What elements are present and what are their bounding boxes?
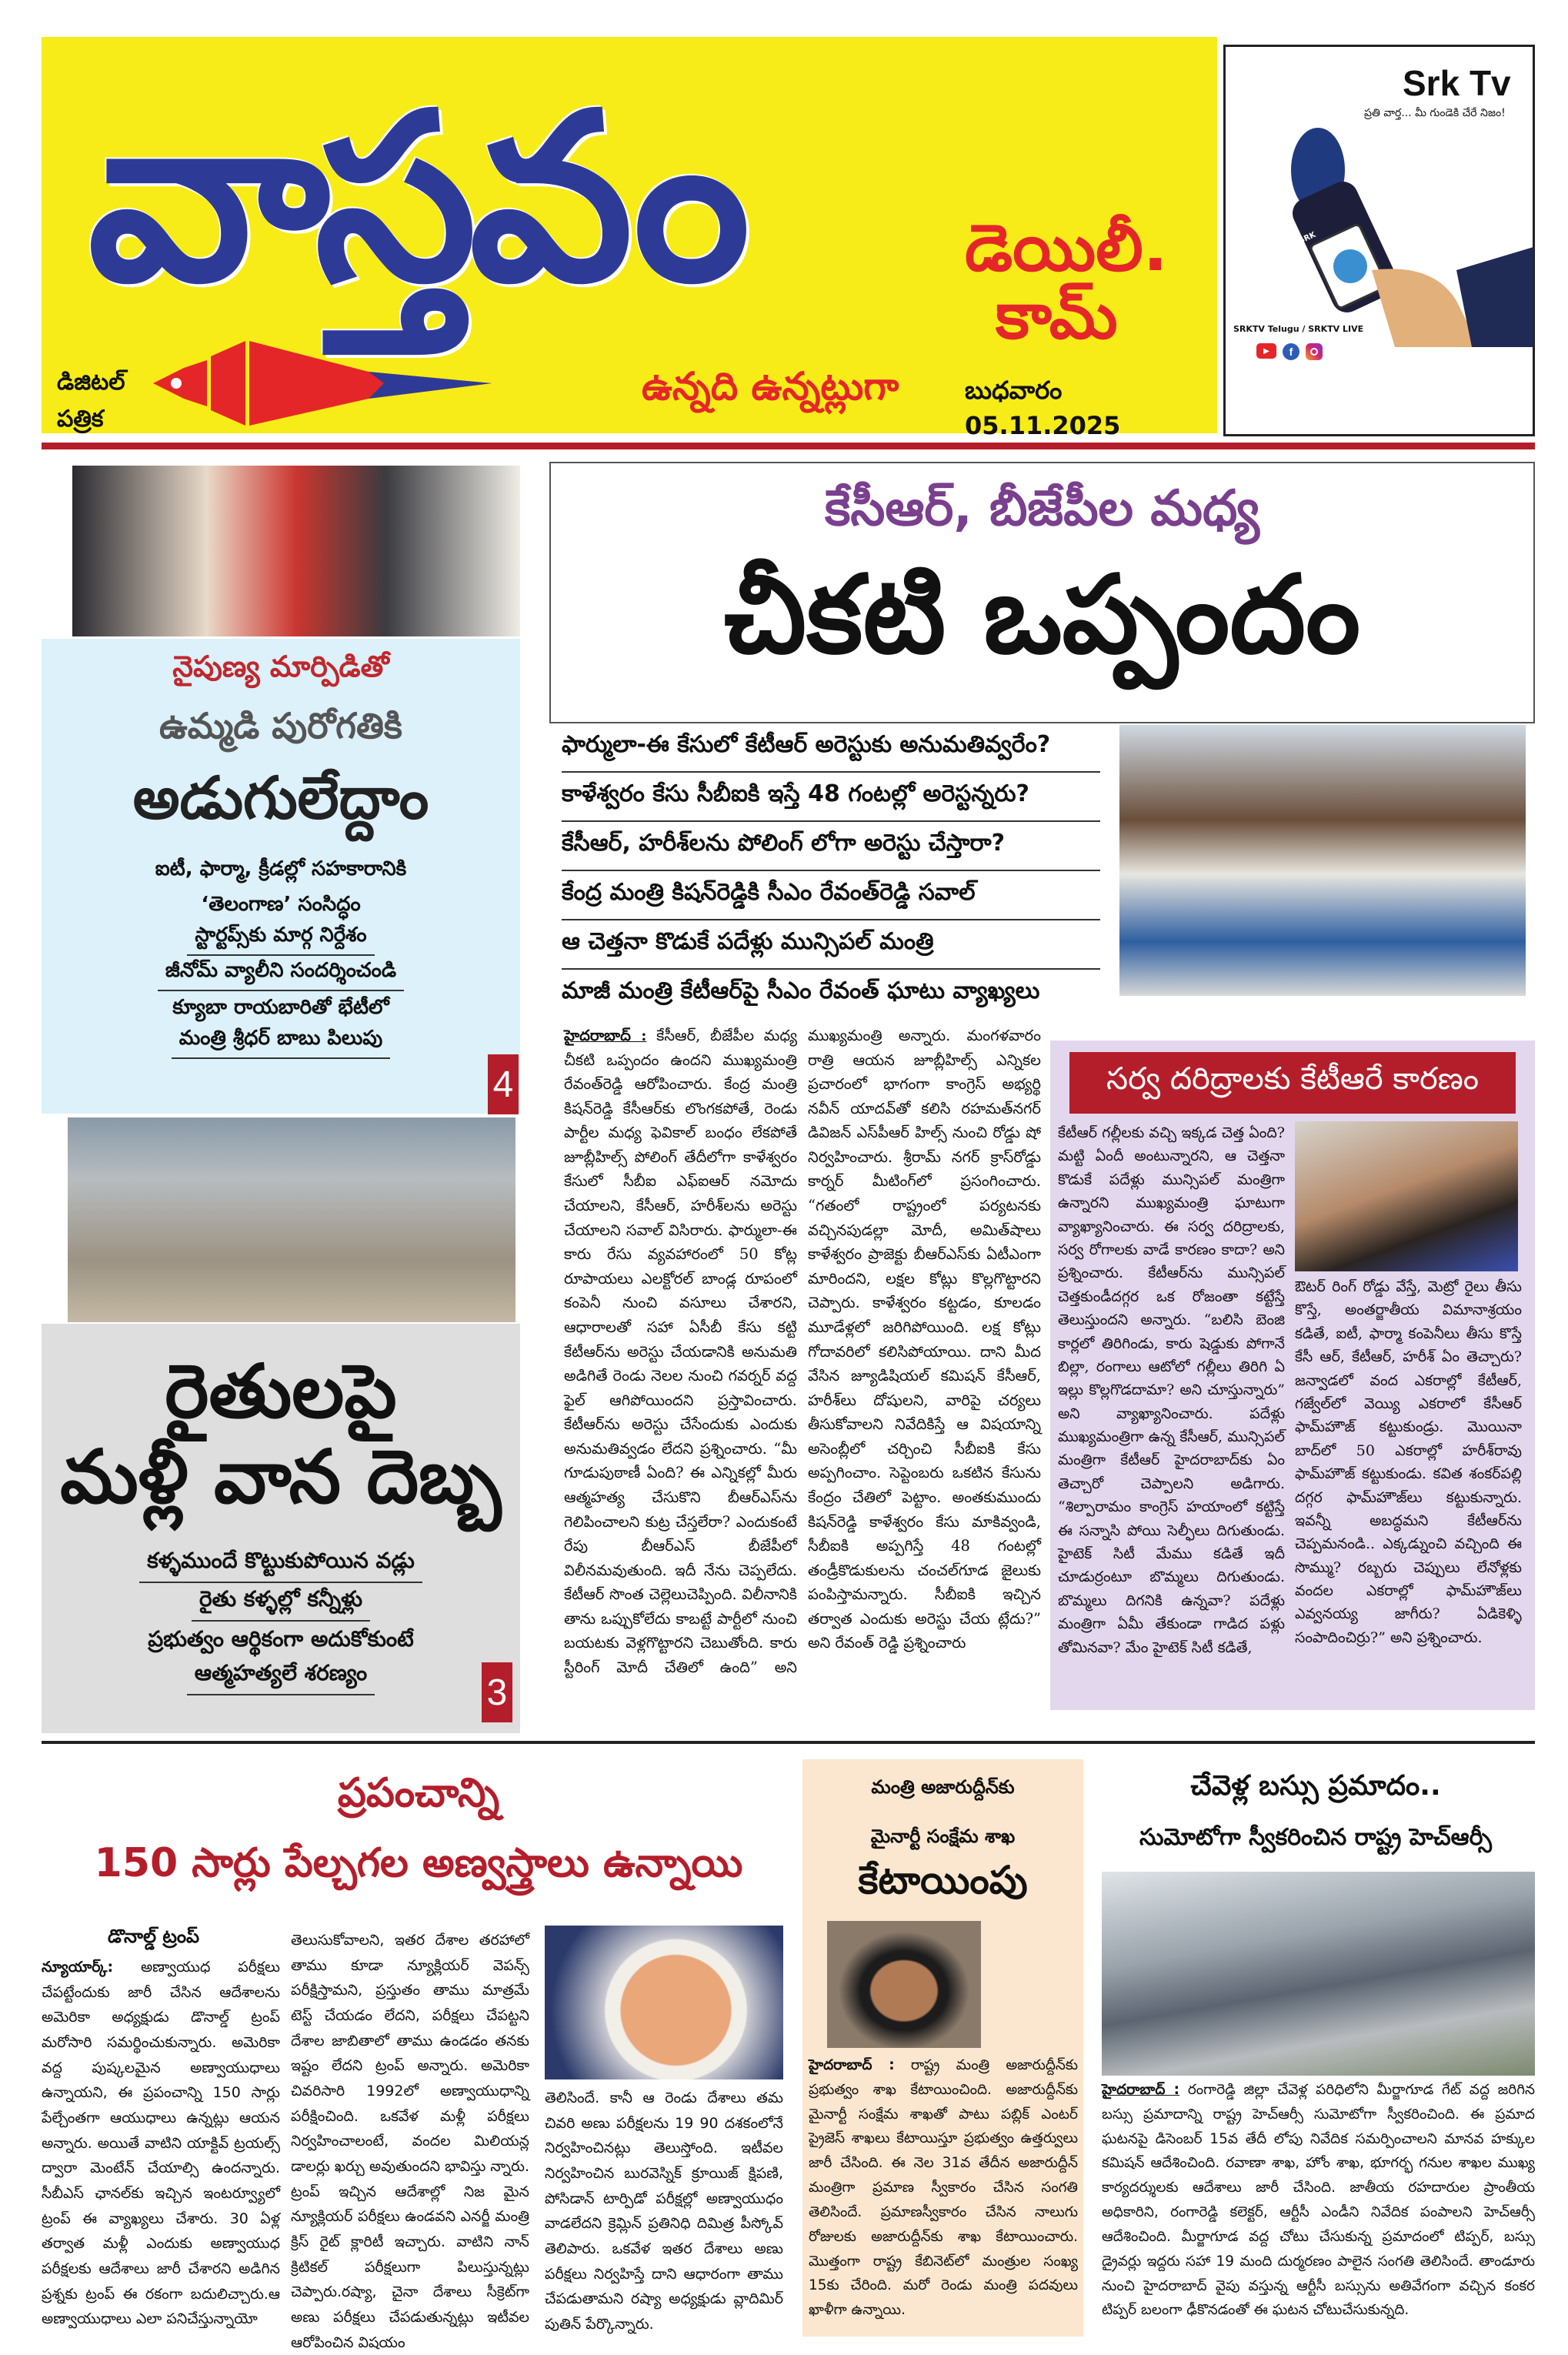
story-subtitle: ఉమ్మడి పురోగతికి <box>159 705 402 747</box>
digital-line2: పత్రిక <box>57 406 104 433</box>
trump-byline: డొనాల్డ్ ట్రంప్ <box>108 1926 200 1947</box>
story-point: జీనోమ్ వ్యాలీని సందర్శించండి <box>158 956 404 991</box>
story-point: ఆత్మహత్యలే శరణ్యం <box>187 1657 375 1695</box>
pen-nib-icon <box>153 341 492 426</box>
story-point: రైతు కళ్ళల్లో కన్నీళ్లు <box>192 1583 370 1622</box>
microphone-hand-image <box>1279 116 1533 347</box>
azhar-body-text: రాష్ట్ర మంత్రి అజారుద్దీన్‌కు ప్రభుత్వం శాఖ కేటాయించింది. అజారుద్దీన్‌కు మైనార్టీ సంక్షేమ శాఖతో పాటు పబ్లిక్ ఎంటర్ ప్రైజెస్ శాఖలు కేటాయిస్తూ ప్రభుత్వం ఉత్తర్వులు జారీ చేసింది. ఈ నెల 31వ తేదీన అజారుద్దీన్ మంత్రిగా ప్రమాణ స్వీకారం చేసిన సంగతి తెలిసిందే. ప్రమాణస్వీకారం చేసిన నాలుగు రోజులకు అజారుద్దీన్‌కు శాఖ కేటాయించారు. మొత్తంగా రాష్ట్ర కేబినెట్‌లో మంత్రుల సంఖ్య 15కు చేరింది. మరో రెండు మంత్రి పదవులు ఖాళీగా ఉన్నాయి. <box>809 2057 1078 2319</box>
lead-subhead: కేసీఆర్, హరీశ్‌లను పోలింగ్ లోగా అరెస్టు చేస్తారా? <box>562 822 1100 871</box>
story-point: కళ్ళముందే కొట్టుకుపోయిన వడ్లు <box>139 1545 422 1583</box>
page-number-badge[interactable]: 3 <box>482 1662 512 1722</box>
photo-donald-trump <box>545 1926 783 2079</box>
photo-revanth-reddy <box>1295 1121 1518 1271</box>
azhar-story[interactable] <box>802 1759 1083 2337</box>
digital-edition-label <box>57 364 125 438</box>
story-deck: ‘తెలంగాణ’ సంసిద్ధం <box>201 893 361 916</box>
logo-dotcom <box>965 210 1211 354</box>
story-headline: రైతులపై <box>165 1348 397 1435</box>
bus-body-text: రంగారెడ్డి జిల్లా చేవెళ్ల పరిధిలోని మీర్జాగూడ గేట్ వద్ద జరిగిన బస్సు ప్రమాదాన్ని రాష్ట్ర హెచ్ఆర్సీ సుమోటోగా స్వీకరించింది. ఈ ప్రమాద ఘటనపై డిసెంబర్ 15వ తేదీ లోపు నివేదిక సమర్పించాలని మానవ హక్కుల కమిషన్ ఆదేశించింది. రవాణా శాఖ, హోం శాఖ, భూగర్భ గనుల శాఖల ముఖ్య కార్యదర్శులకు ఆదేశాలు జారీ చేసింది. జాతీయ రహదారుల ప్రాంతీయ అధికారిని, రంగారెడ్డి కలెక్టర్, ఆర్టీసీ ఎండీని నివేదిక పంపాలని హెచ్ఆర్సీ ఆదేశించింది. మీర్జాగూడ వద్ద చోటు చేసుకున్న ప్రమాదంలో టిప్పర్, బస్సు డ్రైవర్లు ఇద్దరు సహా 19 మంది దుర్మరణం పాలైన సంగతి తెలిసిందే. తాండూరు నుంచి హైదరాబాద్ వైపు వస్తున్న ఆర్టీసీ బస్సును అతివేగంగా వచ్చిన కంకర టిప్పర్ బలంగా ఢీకొనడంతో ఈ ఘటన చోటుచేసుకున్నది. <box>1102 2082 1535 2319</box>
lead-dateline: హైదరాబాద్ : <box>564 1027 647 1044</box>
story-point: మంత్రి శ్రీధర్ బాబు పిలుపు <box>172 1024 390 1059</box>
lead-headline: చీకటి ఒప్పందం <box>723 553 1361 678</box>
youtube-icon[interactable]: ▶ <box>1256 343 1276 359</box>
srk-title: Srk Tv <box>1403 63 1511 103</box>
story-skill-exchange[interactable] <box>42 639 520 1114</box>
trump-col2: తెలుసుకోవాలని, ఇతర దేశాల తరహాలో తాము కూడా న్యూక్లియర్ వెపన్స్ పరీక్షిస్తామని, ప్రస్తుతం తాము మాత్రమే టెస్ట్ చేయడం లేదని, పరీక్షలు చేపట్టని దేశాల జాబితాలో తాము ఉండడం తనకు ఇష్టం లేదని ట్రంప్ అన్నారు. అమెరికా చివరిసారి 1992లో అణ్వాయుధాన్ని పరీక్షించింది. ఒకవేళ మళ్లీ పరీక్షలు నిర్వహించాలంటే, వందల మిలియన్ల డాలర్లు ఖర్చు అవుతుందని భావిస్తు న్నారు. ట్రంప్ ఇచ్చిన ఆదేశాల్లో నిజ మైన న్యూక్లియర్ పరీక్షలు ఉండవని ఎనర్జీ మంత్రి క్రిస్ రైట్ క్లారిటీ ఇచ్చారు. వాటిని నాన్ క్రిటికల్ పరీక్షలుగా పిలుస్తున్నట్లు చెప్పారు.రష్యా, చైనా దేశాలు సీక్రెట్‌గా అణు పరీక్షలు చేపడుతున్నట్లు ఇటీవల ఆరోపించిన విషయం <box>291 1932 529 2351</box>
photo-minister-meeting <box>72 466 520 636</box>
photo-azharuddin <box>827 1921 981 2048</box>
bus-story-header[interactable] <box>1096 1770 1535 1856</box>
lead-subhead: ఫార్ములా-ఈ కేసులో కేటీఆర్ అరెస్టుకు అనుమతివ్వరేం? <box>562 723 1100 773</box>
azhar-body <box>809 2053 1078 2323</box>
azhar-kicker2: మైనార్టీ సంక్షేమ శాఖ <box>870 1826 1016 1847</box>
story-point: ప్రభుత్వం ఆర్థికంగా అదుకోకుంటే <box>148 1625 414 1652</box>
srk-tv-ad[interactable] <box>1223 45 1535 436</box>
photo-flooded-field <box>68 1117 515 1322</box>
trump-col1-text: అణ్వాయుధ పరీక్షలు చేపట్టేందుకు జారీ చేసిన ఆదేశాలను అమెరికా అధ్యక్షుడు డొనాల్డ్ ట్రంప్ మరోసారి సమర్థించుకున్నారు. అమెరికా వద్ద పుష్కలమైన అణ్వాయుధాలు ఉన్నాయని, ఈ ప్రపంచాన్ని 150 సార్లు పేల్చేంతగా ఆయుధాలు ఉన్నట్లు ఆయన అన్నారు. అయితే వాటిని యాక్టివ్ ట్రయల్స్ ద్వారా మెంటేన్ చేయాల్సి ఉందన్నారు. సీబీఎస్ ఛానల్‌కు ఇచ్చిన ఇంటర్వ్యూలో ట్రంప్ ఈ వ్యాఖ్యలు చేశారు. 30 ఏళ్ల తర్వాత మళ్లీ ఎందుకు అణ్వాయుధ పరీక్షలకు ఆదేశాలు జారీ చేశారని అడిగిన ప్రశ్నకు ట్రంప్ ఈ రకంగా బదులిచ్చారు.ఆ అణ్వాయుధాలు ఎలా పనిచేస్తున్నాయో <box>42 1959 280 2328</box>
sidebar-headline: సర్వ దరిద్రాలకు కేటీఆరే కారణం <box>1069 1052 1516 1114</box>
edition-date: బుధవారం 05.11.2025 <box>965 376 1121 440</box>
sidebar-col2: ఔటర్ రింగ్ రోడ్డు వేస్తే, మెట్రో రైలు తీసు కొస్తే, అంతర్జాతీయ విమానాశ్రయం కడితే, ఐటీ, ఫార్మా కంపెనీలు తీసు కొస్తే కేసీ ఆర్, కేటీఆర్, హరీశ్ ఏం తెచ్చారు? జన్వాడలో వంద ఎకరాల్లో కేటీఆర్, గజ్వేల్‌లో వెయ్యి ఎకరాలో కేసీఆర్ ఫామ్‌హౌజ్ కట్టుకుండ్రు. మొయినా బాద్‌లో 50 ఎకరాల్లో హరీశ్‌రావు ఫామ్‌హౌజ్ కట్టుకుండు. కవిత శంకర్‌పల్లి దగ్గర ఫామ్‌హౌజ్‌లు కట్టుకున్నారు. ఇవన్నీ అబద్ధమని కేటీఆర్‌ను చెప్పమనండి.. ఎక్కడ్నుంచి వచ్చింది ఈ సొమ్ము? రబ్బరు చెప్పులు లేనోళ్లకు వందల ఎకరాల్లో ఫామ్‌హౌజ్‌లు ఎవ్వనయ్య జాగీరు? ఏడికెళ్ళి సంపాదించిర్రు?” అని ప్రశ్నించారు. <box>1295 1278 1522 1646</box>
srk-slogan: ప్రతి వార్త... మీ గుండెకి చేరే నిజం! <box>1364 107 1506 119</box>
facebook-icon[interactable]: f <box>1283 343 1299 360</box>
masthead-divider <box>42 443 1535 449</box>
sidebar-story-ktr[interactable] <box>1050 1041 1535 1710</box>
digital-line1: డిజిటల్ <box>57 369 125 396</box>
lead-subhead: మాజీ మంత్రి కేటీఆర్‌పై సీఎం రేవంత్ ఘాటు వ్యాఖ్యలు <box>562 977 1040 1004</box>
photo-bus-accident <box>1102 1872 1535 2076</box>
trump-col3: తెలిసిందే. కానీ ఆ రెండు దేశాలు తమ చివరి అణు పరీక్షలను 19 90 దశకంలోనే నిర్వహించినట్లు తెలుస్తోంది. ఇటీవల నిర్వహించిన బురవెస్నిక్ క్రూయిజ్ క్షిపణి, పోసిడాన్ టార్పిడో పరీక్షల్లో అణ్వాయుధం వాడలేదని క్రెమ్లిన్ ప్రతినిధి దిమిత్ర పీస్కోవ్ తెలిపారు. ఒకవేళ ఇతర దేశాలు అణు పరీక్షలు నిర్వహిస్తే దాని ఆధారంగా తాము చేపడుతామని రష్యా అధ్యక్షుడు వ్లాదిమిర్ పుతిన్ పేర్కొన్నారు. <box>545 2089 783 2333</box>
lead-body-text: కేసీఆర్, బీజేపీల మధ్య చీకటి ఒప్పందం ఉందని ముఖ్యమంత్రి రేవంత్‌రెడ్డి ఆరోపించారు. కేంద్ర మంత్రి కిషన్‌రెడ్డి కేసీఆర్‌కు లొంగకపోతే, రెండు పార్టీల మధ్య ఫెవికాల్ బంధం లేకపోతే జూబ్లీహిల్స్ పోలింగ్ తేదీలోగా కాళేశ్వరం కేసులో సీబీఐ ఎఫ్ఐఆర్ నమోదు చేయాలని, కేసీఆర్, హరీశ్‌లను అరెస్టు చేయాలని సవాల్ విసిరారు. ఫార్ములా-ఈ కారు రేసు వ్యవహారంలో 50 కోట్ల రూపాయలు ఎలక్టోరల్ బాండ్ల రూపంలో కంపెనీ నుంచి వసూలు చేశారని, ఆధారాలతో సహా ఏసీబీ కేసు కట్టి కేటీఆర్‌ను అరెస్టు చేయడానికి అనుమతి అడిగితే రెండు నెలల నుంచి గవర్నర్ వద్ద ఫైల్ ఆగిపోయిందని ప్రస్తావించారు. కేటీఆర్‌ను అరెస్టు చేసేందుకు ఎందుకు అనుమతివ్వడం లేదని ప్రశ్నించారు. “మీ గూడుపుఠాణీ ఏంది? ఈ ఎన్నికల్లో మీరు ఆత్మహత్య చేసుకొని బీఆర్ఎస్‌ను గెలిపించాలని కుట్ర చేస్తలేరా? ఎందుకంటే రేపు బీఆర్ఎస్ బీజేపీలో విలీనమవుతుంది. ఇదీ నేను చెప్పలేదు. కేటీఆర్ సొంత చెల్లెలుచెప్పింది. విలీనానికి తాను ఒప్పుకోలేదు కాబట్టే పార్టీలో నుంచి బయటకు వెళ్లగొట్టారని చెబుతోంది. కారు స్టీరింగ్ మోదీ చేతిలో ఉంది” అని ముఖ్యమంత్రి అన్నారు. మంగళవారం రాత్రి ఆయన జూబ్లీహిల్స్ ఎన్నికల ప్రచారంలో భాగంగా కాంగ్రెస్ అభ్యర్థి నవీన్ యాదవ్‌తో కలిసి రహమత్‌నగర్ డివిజన్ ఎస్‌పీఆర్ హిల్స్ నుంచి రోడ్డు షో నిర్వహించారు. శ్రీరామ్ నగర్ క్రాస్‌రోడ్డు కార్నర్ మీటింగ్‌లో ప్రసంగించారు. “గతంలో రాష్ట్రంలో పర్యటనకు వచ్చినపుడల్లా మోదీ, అమిత్‌షాలు కాళేశ్వరం ప్రాజెక్టు బీఆర్ఎస్‌కు ఏటీఎంగా మారిందని, లక్షల కోట్లు కొల్లగొట్టారని చెప్పారు. కాళేశ్వరం కట్టడం, కూలడం మూడేళ్లలో జరిగిపోయింది. లక్ష కోట్లు గోదావరిలో కలిసిపోయాయి. దాని మీద వేసిన జ్యూడిషియల్ కమిషన్ కేసీఆర్, హరీశ్‌లు దోషులని, వారిపై చర్యలు తీసుకోవాలని నివేదికిస్తే ఆ విషయాన్ని అసెంబ్లీలో చర్చించి సీబీఐకి కేసు అప్పగించాం. సెప్టెంబరు ఒకటిన కేసును కేంద్రం చేతిలో పెట్టాం. అంతకుముందు కిషన్‌రెడ్డి కాళేశ్వరం కేసు మాకివ్వండి, సీబీఐకి అప్పగిస్తే 48 గంటల్లో తండ్రీకొడుకులను చంచల్‌గూడ జైలుకు పంపిస్తామన్నారు. సీబీఐకి ఇచ్చిన తర్వాత ఎందుకు అరెస్టు చేయ ట్లేదు?” అని రేవంత్ రెడ్డి ప్రశ్నించారు <box>564 1027 1041 1677</box>
story-farmers-rain[interactable] <box>42 1324 520 1733</box>
lead-subhead: ఆ చెత్తనా కొడుకే పదేళ్లు మున్సిపల్ మంత్రి <box>562 920 1100 970</box>
photo-roadshow <box>1119 725 1526 996</box>
bus-headline: చేవెళ్ల బస్సు ప్రమాదం.. <box>1190 1770 1441 1802</box>
lead-subhead: కాళేశ్వరం కేసు సీబీఐకి ఇస్తే 48 గంటల్లో అరెస్టన్నరు? <box>562 773 1100 822</box>
sidebar-col1: కేటీఆర్ గల్లీలకు వచ్చి ఇక్కడ చెత్త ఏంది? మట్టి ఏందీ అంటున్నారని, ఆ చెత్తనా కొడుకే పదేళ్లు మున్సిపల్ మంత్రిగా ఉన్నారని ముఖ్యమంత్రి ఘాటుగా వ్యాఖ్యానించారు. ఈ సర్వ దరిద్రాలకు, సర్వ రోగాలకు వాడే కారణం కాదా? అని ప్రశ్నించారు. కేటీఆర్‌ను మున్సిపల్ చెత్తకుండీదగ్గర ఒక రోజంతా కట్టేస్తే తెలుస్తుందని అన్నారు. “బలిసి బెంజి కార్లలో తిరిగిండు, కారు షెడ్డుకు పోగానే బిల్లా, రంగాలు ఆటోలో గల్లీలు తిరిగి ఏ ఇల్లు కొల్లగొడదామా? అని చూస్తున్నారు” అని వ్యాఖ్యానించారు. పదేళ్లు ముఖ్యమంత్రిగా ఉన్న కేసీఆర్, మున్సిపల్ మంత్రిగా కేటీఆర్ హైదరాబాద్‌కు ఏం తెచ్చారో చెప్పాలని అడిగారు. “శిల్పారామం కాంగ్రెస్ హయాంలో కట్టిస్తే ఈ సన్నాసి పోయి సెల్ఫీలు దిగుతుండు. హైటెక్ సిటీ మేము కడితే ఇదీ చూడుర్రంటూ బొమ్మలు దిగుతుండు. బొమ్మలు దిగనికి ఉన్నవా? పదేళ్లు మంత్రిగా ఏమీ తేకుండా గాడిద పళ్లు తోమినవా? మేం హైటెక్ సిటీ కడితే, <box>1058 1124 1285 1656</box>
story-point: క్యూబా రాయబారితో భేటీలో <box>172 996 389 1019</box>
lead-subhead: కేంద్ర మంత్రి కిషన్‌రెడ్డికి సీఎం రేవంత్‌రెడ్డి సవాల్ <box>562 871 1100 920</box>
azhar-dateline: హైదరాబాద్ : <box>809 2057 895 2073</box>
dotcom-line2: కామ్ <box>996 278 1118 354</box>
azhar-kicker1: మంత్రి అజారుద్దీన్‌కు <box>871 1776 1015 1798</box>
trump-col1 <box>42 1955 280 2332</box>
story-deck: ఐటీ, ఫార్మా, క్రీడల్లో సహకారానికి <box>155 857 407 880</box>
trump-dateline: న్యూయార్క్: <box>42 1959 114 1976</box>
tagline: ఉన్నది ఉన్నట్లుగా <box>642 364 899 409</box>
story-kicker: నైపుణ్య మార్పిడితో <box>172 650 389 683</box>
trump-kicker: ప్రపంచాన్ని <box>337 1770 500 1816</box>
section-divider <box>42 1741 1535 1744</box>
azhar-headline: కేటాయింపు <box>858 1858 1028 1902</box>
lead-subheads <box>562 723 1100 1017</box>
lead-kicker: కేసీఆర్, బీజేపీల మధ్య <box>824 480 1259 537</box>
lead-body <box>564 1024 1041 1720</box>
lead-story-header[interactable] <box>549 462 1535 723</box>
bus-subhead: సుమోటోగా స్వీకరించిన రాష్ట్ర హెచ్ఆర్సీ <box>1139 1824 1492 1851</box>
trump-headline: 150 సార్లు పేల్చగల అణ్వస్త్రాలు ఉన్నాయి <box>94 1840 743 1886</box>
masthead <box>42 37 1217 440</box>
bus-body <box>1102 2078 1535 2323</box>
srk-channels: SRKTV Telugu / SRKTV LIVE <box>1233 324 1364 334</box>
story-headline: అడుగులేద్దాం <box>132 763 429 832</box>
newspaper-logo-title: వాస్తవం <box>88 64 743 332</box>
dotcom-line1: డెయిలీ. <box>965 210 1168 286</box>
bus-dateline: హైదరాబాద్ : <box>1102 2082 1180 2098</box>
mic-label: SRK <box>1297 230 1317 246</box>
page-number-badge[interactable]: 4 <box>488 1054 519 1114</box>
instagram-icon[interactable] <box>1306 343 1323 360</box>
story-point: స్టార్టప్స్‌కు మార్గ నిర్దేశం <box>187 920 374 956</box>
trump-story-header[interactable] <box>42 1770 796 1896</box>
story-headline: మళ్లీ వాన దెబ్బ <box>60 1433 502 1520</box>
